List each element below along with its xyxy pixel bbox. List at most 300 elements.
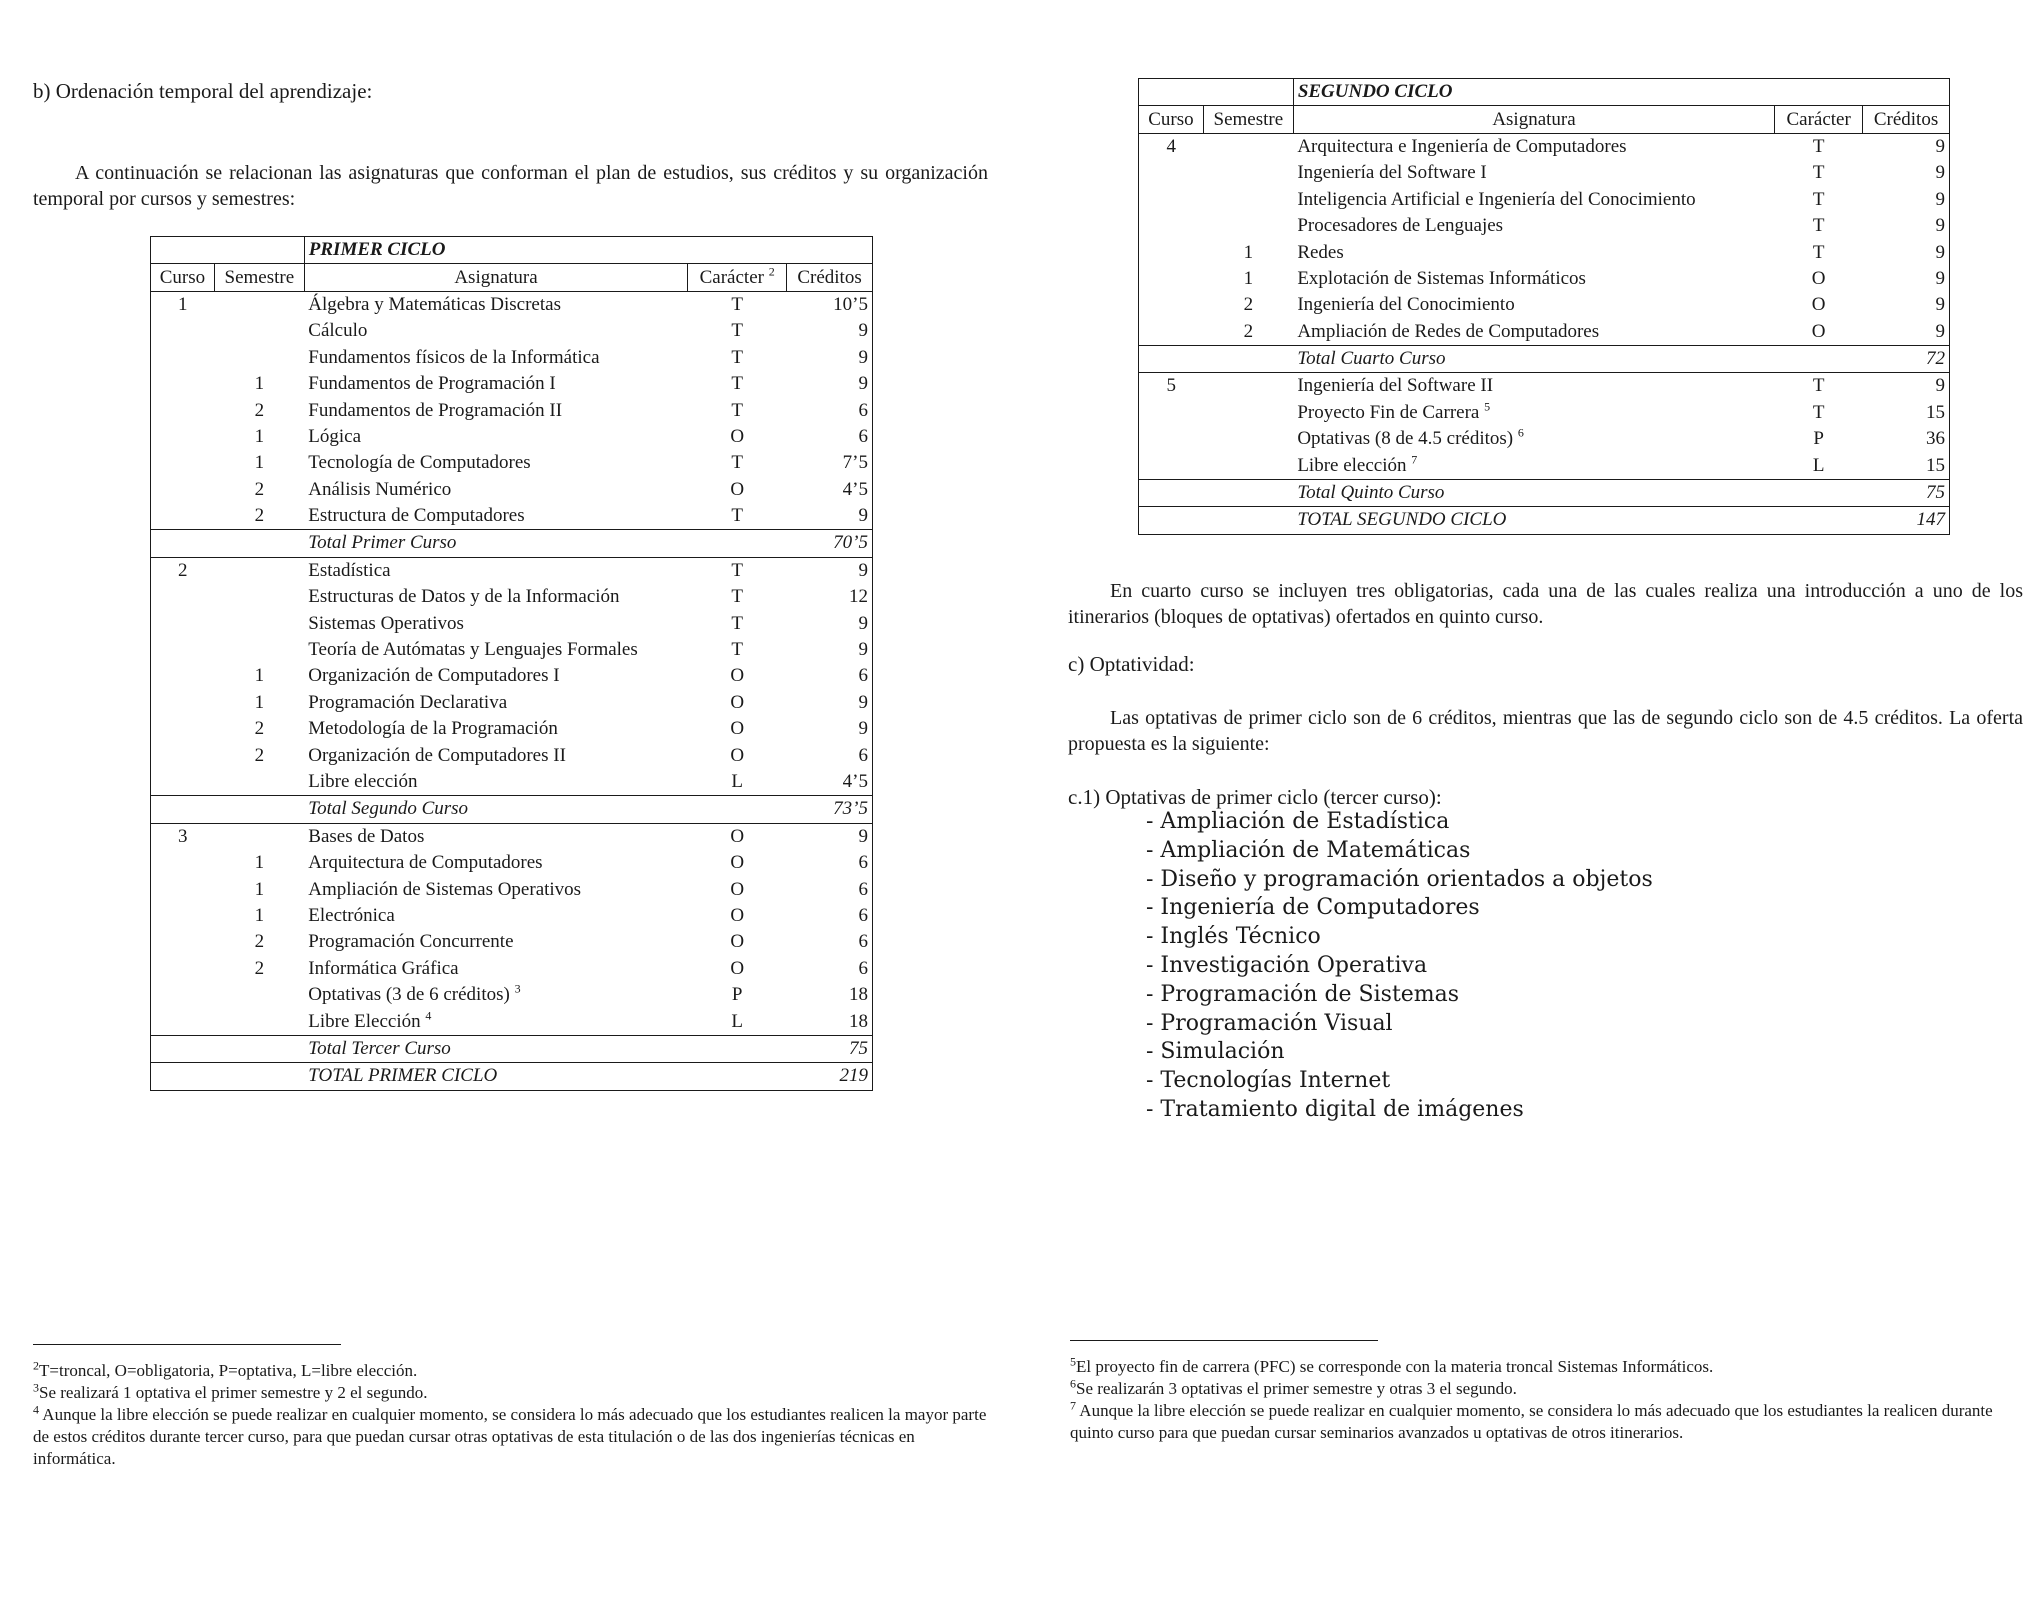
cell-semestre: 2 <box>254 478 265 500</box>
cell-creditos: 36 <box>1863 426 1950 452</box>
optatividad-paragraph: Las optativas de primer ciclo son de 6 créditos, mientras que las de segundo ciclo son de 4.5 créditos. La oferta propuesta es la siguiente: <box>1068 707 2023 755</box>
asignatura-name: Metodología de la Programación <box>308 718 558 740</box>
cell-asignatura <box>304 637 688 663</box>
cell-curso <box>151 903 215 929</box>
cell-caracter: T <box>731 373 743 395</box>
cell-semestre: 1 <box>1243 267 1254 289</box>
cell-caracter: O <box>730 718 745 740</box>
footnote <box>33 1404 989 1470</box>
asignatura-name: Tecnología de Computadores <box>308 452 531 474</box>
cell-curso: 3 <box>151 823 215 850</box>
header-caracter-label: Carácter <box>1786 108 1851 130</box>
table-row <box>151 477 873 503</box>
cell-creditos: 9 <box>787 690 873 716</box>
footnote <box>33 1382 989 1404</box>
optativa-item: - Tecnologías Internet <box>1146 1068 1391 1094</box>
asignatura-name: Análisis Numérico <box>308 478 452 500</box>
cell-caracter: T <box>1812 215 1825 237</box>
header-asignatura: Asignatura <box>1293 106 1774 133</box>
total-creditos: 73’5 <box>787 796 873 823</box>
cell-curso <box>151 690 215 716</box>
asignatura-name: Electrónica <box>308 904 395 926</box>
cell-creditos: 9 <box>1863 319 1950 346</box>
cell-creditos: 9 <box>787 345 873 371</box>
cell-asignatura <box>1293 133 1774 160</box>
table-row <box>151 690 873 716</box>
cell-curso: 4 <box>1139 133 1204 160</box>
table-row <box>1139 426 1950 452</box>
cell-creditos: 6 <box>787 876 873 902</box>
cell-semestre: 2 <box>254 931 265 953</box>
cell-caracter: O <box>730 691 745 713</box>
cell-caracter: T <box>731 320 743 342</box>
table-row <box>151 557 873 584</box>
cell-asignatura <box>304 690 688 716</box>
cell-creditos: 9 <box>787 823 873 850</box>
cell-semestre: 1 <box>254 691 265 713</box>
footnote-ref: 7 <box>1411 452 1418 467</box>
total-spacer <box>151 530 305 557</box>
cell-caracter: T <box>1812 188 1825 210</box>
cell-asignatura <box>304 716 688 742</box>
asignatura-name: Ingeniería del Software II <box>1297 375 1494 397</box>
asignatura-name: Teoría de Autómatas y Lenguajes Formales <box>308 639 638 661</box>
table-caption-row <box>151 237 873 264</box>
total-spacer <box>1139 479 1294 506</box>
cell-caracter: T <box>1812 162 1825 184</box>
cell-curso <box>1139 452 1204 479</box>
table-row <box>1139 187 1950 213</box>
table-header-row <box>151 264 873 291</box>
asignatura-name: Arquitectura e Ingeniería de Computadores <box>1297 135 1627 157</box>
cell-caracter: O <box>730 852 745 874</box>
header-asignatura: Asignatura <box>304 264 688 291</box>
cell-semestre <box>214 982 304 1008</box>
cell-creditos: 4’5 <box>787 769 873 796</box>
footnote-text: Aunque la libre elección se puede realizar en cualquier momento, se considera lo más adecuado que los estudiantes la realicen durante quinto curso para que puedan cursar seminarios avanzados u optativas de otros itinerarios. <box>1070 1401 1993 1442</box>
cell-creditos: 9 <box>1863 266 1950 292</box>
total-creditos: 147 <box>1863 507 1950 534</box>
cell-caracter: O <box>730 665 745 687</box>
cell-semestre <box>214 1008 304 1035</box>
cell-asignatura <box>304 397 688 423</box>
optativa-item: - Ampliación de Matemáticas <box>1146 837 1471 863</box>
section-c-heading: c) Optatividad: <box>1068 652 1195 676</box>
asignatura-name: Programación Concurrente <box>308 931 514 953</box>
cell-caracter: T <box>731 452 743 474</box>
cell-semestre: 2 <box>254 744 265 766</box>
cell-curso <box>151 397 215 423</box>
cell-semestre <box>1203 160 1293 186</box>
cell-curso <box>151 663 215 689</box>
footnote <box>1070 1400 2024 1444</box>
cell-caracter: L <box>731 1010 743 1032</box>
cell-caracter: O <box>730 825 745 847</box>
cell-creditos: 9 <box>1863 213 1950 239</box>
cell-curso <box>151 584 215 610</box>
asignatura-name: Fundamentos de Programación I <box>308 373 556 395</box>
footnote-separator-right <box>1070 1340 1378 1341</box>
footnote-text: Se realizarán 3 optativas el primer semestre y otras 3 el segundo. <box>1076 1379 1517 1398</box>
optativa-item: - Diseño y programación orientados a objetos <box>1146 866 1653 892</box>
footnote <box>1070 1356 2024 1378</box>
cell-caracter: T <box>731 399 743 421</box>
cell-curso <box>151 318 215 344</box>
cell-asignatura <box>304 345 688 371</box>
cell-asignatura <box>304 663 688 689</box>
cell-asignatura <box>304 371 688 397</box>
cell-curso <box>151 637 215 663</box>
cell-curso <box>1139 319 1204 346</box>
cell-creditos: 9 <box>787 371 873 397</box>
cell-asignatura <box>1293 187 1774 213</box>
footnote-number: 6 <box>1070 1376 1076 1391</box>
cell-asignatura <box>304 503 688 530</box>
footnote-number: 2 <box>33 1358 39 1373</box>
total-spacer <box>1139 345 1294 372</box>
total-label: Total Tercer Curso <box>304 1035 786 1062</box>
cell-curso <box>1139 266 1204 292</box>
cell-semestre: 2 <box>254 399 265 421</box>
cell-semestre: 2 <box>254 718 265 740</box>
cell-creditos: 6 <box>787 663 873 689</box>
footnote-separator-left <box>33 1344 341 1345</box>
cell-caracter: L <box>1812 454 1825 476</box>
cell-creditos: 6 <box>787 956 873 982</box>
footnote-text: Aunque la libre elección se puede realizar en cualquier momento, se considera lo más adecuado que los estudiantes realicen la mayor parte de estos créditos durante tercer curso, para que puedan cursar otras optativas de esta titulación o de las dos ingenierías técnicas en informática. <box>33 1405 987 1468</box>
table-row <box>151 503 873 530</box>
cell-creditos: 9 <box>787 610 873 636</box>
cell-semestre <box>214 610 304 636</box>
cell-curso <box>1139 160 1204 186</box>
table-row <box>1139 292 1950 318</box>
optativa-item: - Inglés Técnico <box>1146 924 1321 950</box>
cell-creditos: 6 <box>787 424 873 450</box>
total-label: Total Primer Curso <box>304 530 786 557</box>
asignatura-name: Proyecto Fin de Carrera <box>1297 401 1480 423</box>
table-row <box>151 876 873 902</box>
cell-semestre <box>1203 373 1293 400</box>
table-row <box>1139 239 1950 265</box>
cell-asignatura <box>1293 319 1774 346</box>
table-row <box>1139 400 1950 426</box>
cell-semestre: 1 <box>1243 241 1254 263</box>
cell-creditos: 9 <box>1863 292 1950 318</box>
course-total-row <box>1139 479 1950 506</box>
cell-caracter: T <box>731 559 743 581</box>
total-spacer <box>151 796 305 823</box>
cell-creditos: 15 <box>1863 452 1950 479</box>
cell-creditos: 9 <box>1863 133 1950 160</box>
asignatura-name: Fundamentos físicos de la Informática <box>308 346 600 368</box>
cell-caracter: O <box>730 904 745 926</box>
cell-curso <box>151 450 215 476</box>
optativa-item: - Ampliación de Estadística <box>1146 809 1450 834</box>
cell-caracter: O <box>730 478 745 500</box>
cell-caracter: O <box>730 957 745 979</box>
total-creditos: 72 <box>1863 345 1950 372</box>
table-caption: SEGUNDO CICLO <box>1293 79 1949 106</box>
cell-semestre: 1 <box>254 852 265 874</box>
total-label: TOTAL PRIMER CICLO <box>304 1063 786 1090</box>
cell-curso <box>151 876 215 902</box>
asignatura-name: Ingeniería del Software I <box>1297 162 1487 184</box>
table-row <box>1139 373 1950 400</box>
cell-asignatura <box>304 610 688 636</box>
asignatura-name: Ampliación de Sistemas Operativos <box>308 878 582 900</box>
cell-caracter: O <box>730 878 745 900</box>
cell-creditos: 18 <box>787 982 873 1008</box>
table-row <box>151 929 873 955</box>
header-creditos: Créditos <box>1863 106 1950 133</box>
cell-curso <box>151 1008 215 1035</box>
caption-spacer <box>151 237 305 264</box>
cell-asignatura <box>304 742 688 768</box>
cell-semestre: 1 <box>254 665 265 687</box>
asignatura-name: Procesadores de Lenguajes <box>1297 215 1504 237</box>
header-creditos: Créditos <box>787 264 873 291</box>
cell-asignatura <box>304 876 688 902</box>
footnote-text: Se realizará 1 optativa el primer semestre y 2 el segundo. <box>39 1383 428 1402</box>
footnote-text: T=troncal, O=obligatoria, P=optativa, L=libre elección. <box>39 1361 418 1380</box>
table-row <box>151 371 873 397</box>
grand-total-row <box>151 1063 873 1090</box>
cell-semestre: 2 <box>1243 294 1254 316</box>
optativa-item: - Tratamiento digital de imágenes <box>1146 1096 1524 1122</box>
asignatura-name: Fundamentos de Programación II <box>308 399 563 421</box>
table-row <box>1139 160 1950 186</box>
asignatura-name: Sistemas Operativos <box>308 612 464 634</box>
cell-caracter: T <box>731 612 743 634</box>
table-row <box>1139 133 1950 160</box>
asignatura-name: Lógica <box>308 425 362 447</box>
table-row <box>1139 452 1950 479</box>
header-semestre: Semestre <box>214 264 304 291</box>
table-row <box>151 397 873 423</box>
cell-asignatura <box>304 1008 688 1035</box>
table-row <box>151 424 873 450</box>
cell-caracter: L <box>731 771 743 792</box>
cell-semestre: 1 <box>254 452 265 474</box>
table-row <box>1139 266 1950 292</box>
table-row <box>151 450 873 476</box>
cell-asignatura <box>304 903 688 929</box>
total-spacer <box>151 1063 305 1090</box>
course-total-row <box>1139 345 1950 372</box>
optativa-item: - Investigación Operativa <box>1146 952 1428 978</box>
table-row <box>151 610 873 636</box>
asignatura-name: Libre elección <box>308 771 418 792</box>
cell-asignatura <box>304 769 688 796</box>
cell-creditos: 18 <box>787 1008 873 1035</box>
cell-asignatura <box>1293 426 1774 452</box>
asignatura-name: Optativas (8 de 4.5 créditos) <box>1297 428 1514 450</box>
table-header-row <box>1139 106 1950 133</box>
cell-creditos: 6 <box>787 742 873 768</box>
cell-curso <box>151 982 215 1008</box>
header-caracter <box>1775 106 1863 133</box>
cell-caracter: T <box>731 505 743 527</box>
cell-asignatura <box>304 424 688 450</box>
cuarto-curso-paragraph: En cuarto curso se incluyen tres obligatorias, cada una de las cuales realiza una introducción a uno de los itinerarios (bloques de optativas) ofertados en quinto curso. <box>1068 580 2023 628</box>
asignatura-name: Ampliación de Redes de Computadores <box>1297 320 1600 342</box>
header-caracter <box>688 264 787 291</box>
cell-curso <box>151 769 215 796</box>
cell-caracter: O <box>1811 294 1826 316</box>
cell-asignatura <box>1293 292 1774 318</box>
asignatura-name: Explotación de Sistemas Informáticos <box>1297 267 1586 289</box>
cell-creditos: 9 <box>1863 160 1950 186</box>
cell-semestre: 2 <box>254 957 265 979</box>
cell-creditos: 9 <box>787 716 873 742</box>
table-row <box>151 345 873 371</box>
cell-caracter: O <box>730 931 745 953</box>
course-total-row <box>151 530 873 557</box>
total-creditos: 75 <box>787 1035 873 1062</box>
cell-caracter: T <box>731 293 743 315</box>
cell-curso <box>151 742 215 768</box>
cell-semestre <box>1203 133 1293 160</box>
asignatura-name: Organización de Computadores I <box>308 665 560 687</box>
footnote-ref: 3 <box>514 981 521 996</box>
cell-caracter: T <box>731 586 743 608</box>
cell-semestre: 1 <box>254 425 265 447</box>
cell-semestre <box>1203 213 1293 239</box>
cell-asignatura <box>304 584 688 610</box>
footnote-number: 4 <box>33 1402 39 1417</box>
optativa-item: - Programación Visual <box>1146 1010 1393 1036</box>
cell-asignatura <box>1293 160 1774 186</box>
cell-curso: 2 <box>151 557 215 584</box>
footnote-ref: 4 <box>425 1008 432 1023</box>
table-row <box>151 318 873 344</box>
cell-asignatura <box>1293 373 1774 400</box>
cell-asignatura <box>304 557 688 584</box>
cell-curso <box>151 956 215 982</box>
footnote-text: El proyecto fin de carrera (PFC) se corresponde con la materia troncal Sistemas Informáticos. <box>1076 1357 1714 1376</box>
cell-creditos: 4’5 <box>787 477 873 503</box>
table-row <box>151 742 873 768</box>
header-curso: Curso <box>1139 106 1204 133</box>
cell-caracter: O <box>730 425 745 447</box>
asignatura-name: Redes <box>1297 241 1344 263</box>
cell-caracter: P <box>731 984 743 1006</box>
table-row <box>151 850 873 876</box>
table-row <box>151 584 873 610</box>
footnotes-right <box>1070 1356 2024 1444</box>
cell-curso: 5 <box>1139 373 1204 400</box>
cell-caracter: O <box>1811 267 1826 289</box>
cell-creditos: 6 <box>787 397 873 423</box>
cell-asignatura <box>1293 266 1774 292</box>
total-creditos: 75 <box>1863 479 1950 506</box>
cell-semestre <box>214 769 304 796</box>
cell-asignatura <box>304 850 688 876</box>
table-row <box>151 1008 873 1035</box>
table-row <box>151 982 873 1008</box>
cell-curso <box>151 610 215 636</box>
footnote-ref: 5 <box>1484 399 1491 414</box>
asignatura-name: Organización de Computadores II <box>308 744 566 766</box>
cell-asignatura <box>304 982 688 1008</box>
optativas-list <box>1146 808 1653 1125</box>
cell-creditos: 9 <box>787 318 873 344</box>
header-curso: Curso <box>151 264 215 291</box>
optativa-item: - Programación de Sistemas <box>1146 981 1460 1007</box>
asignatura-name: Libre elección <box>1297 454 1407 476</box>
cell-creditos: 6 <box>787 903 873 929</box>
cell-curso <box>1139 213 1204 239</box>
asignatura-name: Bases de Datos <box>308 825 425 847</box>
section-c1-heading: c.1) Optativas de primer ciclo (tercer curso): <box>1068 785 1442 809</box>
table-row <box>151 903 873 929</box>
segundo-ciclo-table <box>1138 78 1950 535</box>
cell-asignatura <box>1293 213 1774 239</box>
course-total-row <box>151 1035 873 1062</box>
cell-asignatura <box>304 291 688 318</box>
asignatura-name: Álgebra y Matemáticas Discretas <box>308 293 561 315</box>
cell-curso <box>1139 187 1204 213</box>
cell-semestre <box>1203 426 1293 452</box>
cell-caracter: T <box>1812 375 1825 397</box>
footnote-number: 5 <box>1070 1354 1076 1369</box>
cell-caracter: P <box>1813 428 1824 450</box>
cell-curso <box>151 850 215 876</box>
cell-semestre <box>214 291 304 318</box>
cell-creditos: 9 <box>787 637 873 663</box>
asignatura-name: Inteligencia Artificial e Ingeniería del Conocimiento <box>1297 188 1696 210</box>
cell-curso <box>1139 239 1204 265</box>
table-row <box>1139 213 1950 239</box>
cell-creditos: 9 <box>787 503 873 530</box>
intro-paragraph: A continuación se relacionan las asignaturas que conforman el plan de estudios, sus créditos y su organización temporal por cursos y semestres: <box>33 162 988 210</box>
cell-curso <box>151 503 215 530</box>
table-row <box>151 637 873 663</box>
cell-asignatura <box>304 450 688 476</box>
cell-creditos: 6 <box>787 850 873 876</box>
cell-creditos: 10’5 <box>787 291 873 318</box>
total-label: Total Cuarto Curso <box>1293 345 1862 372</box>
cell-semestre <box>1203 400 1293 426</box>
footnote-number: 7 <box>1070 1398 1076 1413</box>
cell-curso <box>151 716 215 742</box>
asignatura-name: Programación Declarativa <box>308 691 508 713</box>
table-row <box>1139 319 1950 346</box>
cell-creditos: 6 <box>787 929 873 955</box>
asignatura-name: Informática Gráfica <box>308 957 459 979</box>
cell-curso <box>151 371 215 397</box>
cell-asignatura <box>304 929 688 955</box>
total-spacer <box>151 1035 305 1062</box>
cell-semestre <box>214 823 304 850</box>
header-semestre: Semestre <box>1203 106 1293 133</box>
optativa-item: - Simulación <box>1146 1039 1285 1065</box>
total-label: Total Quinto Curso <box>1293 479 1862 506</box>
cell-caracter: T <box>1812 241 1825 263</box>
cell-semestre <box>214 584 304 610</box>
asignatura-name: Libre Elección <box>308 1010 421 1032</box>
total-creditos: 70’5 <box>787 530 873 557</box>
footnote-ref: 2 <box>768 264 775 279</box>
asignatura-name: Estructura de Computadores <box>308 505 525 527</box>
footnote <box>33 1360 989 1382</box>
cell-caracter: O <box>730 744 745 766</box>
optativa-item: - Ingeniería de Computadores <box>1146 895 1480 921</box>
cell-semestre <box>214 557 304 584</box>
cell-creditos: 9 <box>1863 187 1950 213</box>
asignatura-name: Ingeniería del Conocimiento <box>1297 294 1515 316</box>
total-label: TOTAL SEGUNDO CICLO <box>1293 507 1862 534</box>
